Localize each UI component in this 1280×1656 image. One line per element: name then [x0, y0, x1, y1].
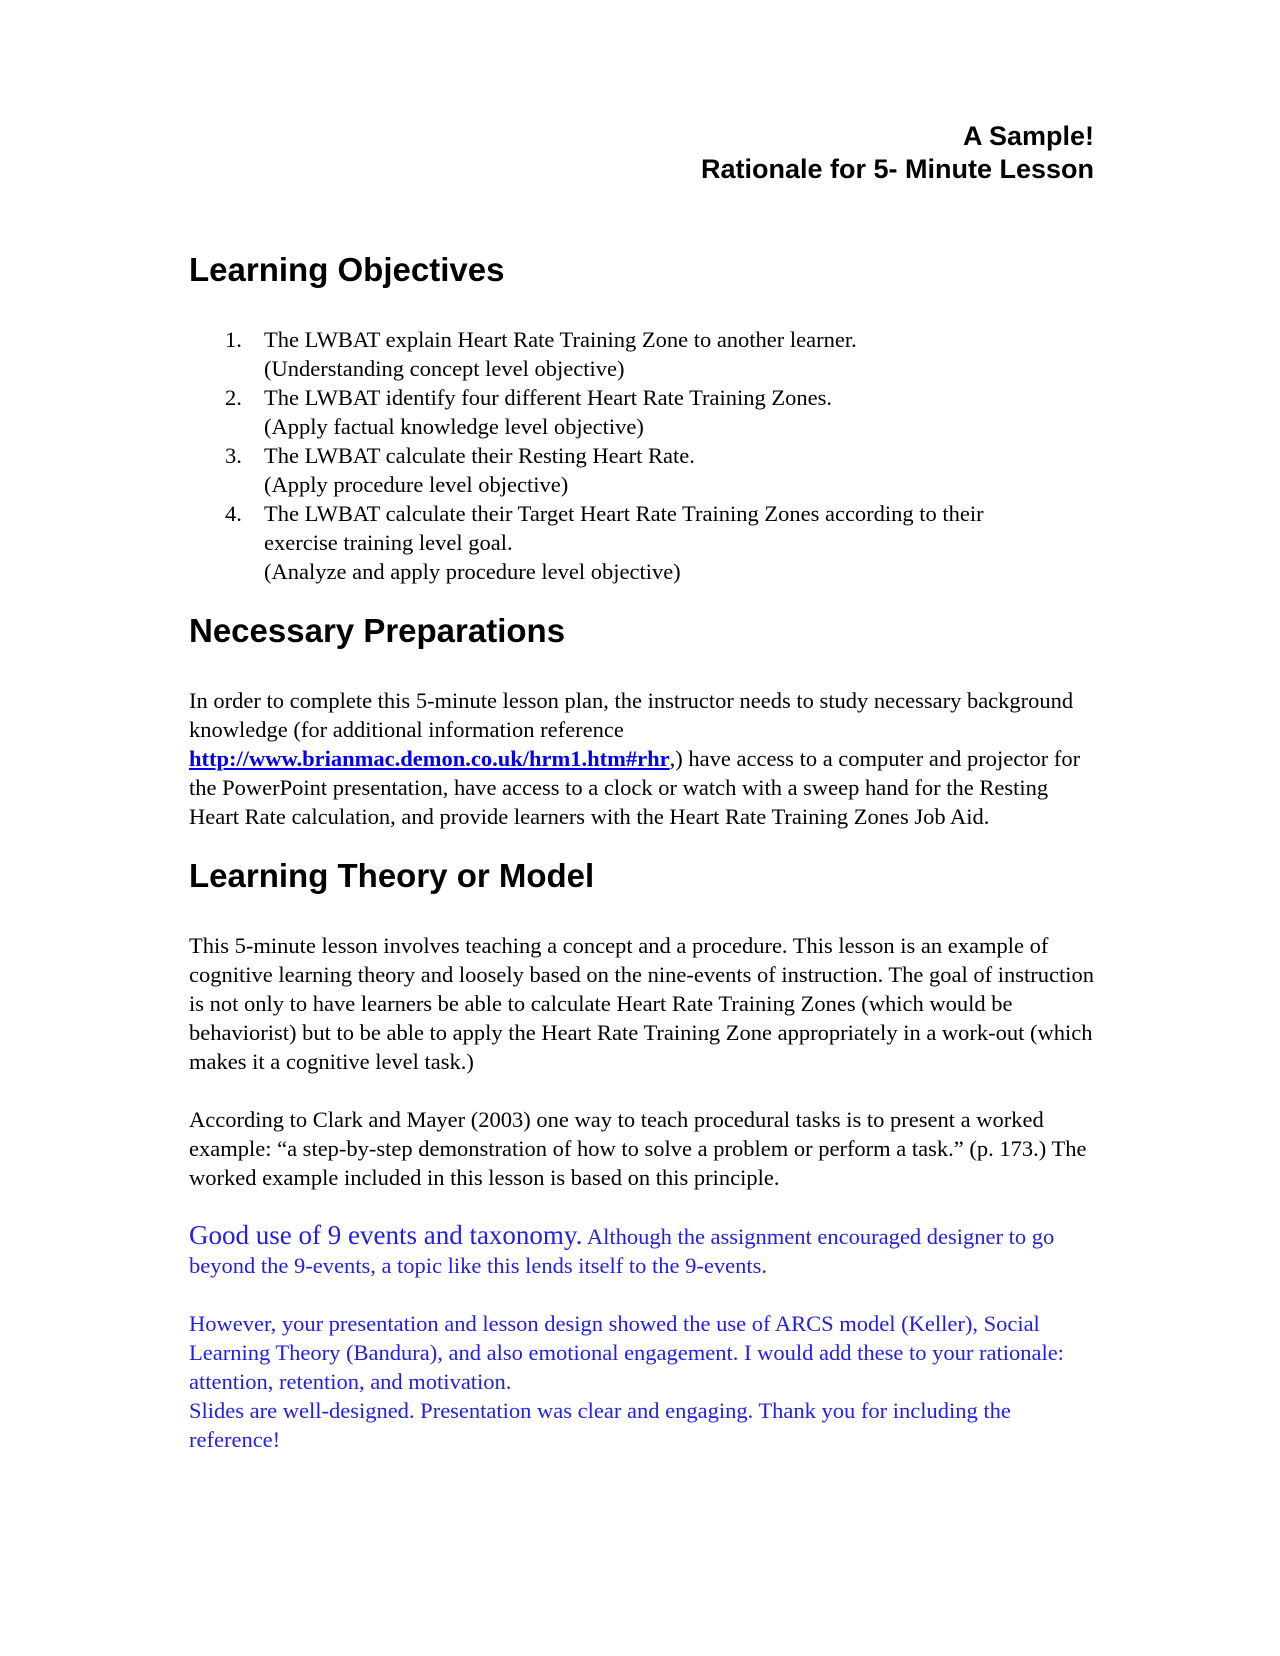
header-title: A Sample! [962, 121, 1094, 151]
list-number: 2. [225, 385, 242, 410]
list-number: 1. [225, 327, 242, 352]
objective-text-continued: exercise training level goal. [264, 530, 513, 555]
reference-link[interactable]: http://www.brianmac.demon.co.uk/hrm1.htm#rhr [189, 746, 670, 771]
list-item [189, 383, 1094, 441]
feedback-paragraph-2: However, your presentation and lesson design showed the use of ARCS model (Keller), Social Learning Theory (Bandura), and also emotional engagement. I would add these to your rationale: attention, retention, and motivation. [189, 1311, 1064, 1394]
heading-necessary-preparations: Necessary Preparations [189, 612, 566, 649]
objective-level: (Apply factual knowledge level objective) [264, 414, 644, 439]
document-body [189, 120, 1094, 1454]
feedback-paragraph-3: Slides are well-designed. Presentation was clear and engaging. Thank you for including the reference! [189, 1398, 1011, 1452]
feedback-text: Although the assignment encouraged designer to go beyond the 9-events, a topic like this lends itself to the 9-events. [189, 1224, 1055, 1278]
objective-text: The LWBAT calculate their Target Heart Rate Training Zones according to their [264, 501, 984, 526]
heading-learning-theory: Learning Theory or Model [189, 857, 595, 894]
objective-level: (Understanding concept level objective) [264, 356, 625, 381]
preparations-text: In order to complete this 5-minute lesson plan, the instructor needs to study necessary background knowledge (for additional information reference [189, 688, 1074, 742]
list-item [189, 499, 1094, 586]
objective-text: The LWBAT explain Heart Rate Training Zone to another learner. [264, 327, 857, 352]
theory-paragraph-1: This 5-minute lesson involves teaching a concept and a procedure. This lesson is an example of cognitive learning theory and loosely based on the nine-events of instruction. The goal of instruction is not only to have learners be able to calculate Heart Rate Training Zones (which would be behaviorist) but to be able to apply the Heart Rate Training Zone appropriately in a work-out (which makes it a cognitive level task.) [189, 933, 1094, 1074]
objectives-list [189, 325, 1094, 586]
objective-text: The LWBAT calculate their Resting Heart Rate. [264, 443, 695, 468]
heading-learning-objectives: Learning Objectives [189, 251, 505, 288]
list-item [189, 441, 1094, 499]
theory-paragraph-2: According to Clark and Mayer (2003) one way to teach procedural tasks is to present a worked example: “a step-by-step demonstration of how to solve a problem or perform a task.” (p. 173.) The worked example included in this lesson is based on this principle. [189, 1107, 1087, 1190]
preparations-paragraph [189, 686, 1094, 831]
list-item [189, 325, 1094, 383]
header-subtitle: Rationale for 5- Minute Lesson [700, 154, 1094, 184]
preparations-text-continued: ,) have access to a computer and projector for the PowerPoint presentation, have access to a clock or watch with a sweep hand for the Resting Heart Rate calculation, and provide learners with the Heart Rate Training Zones Job Aid. [189, 746, 1081, 829]
objective-level: (Analyze and apply procedure level objective) [264, 559, 681, 584]
document-header [189, 120, 1094, 186]
list-number: 3. [225, 443, 242, 468]
objective-text: The LWBAT identify four different Heart Rate Training Zones. [264, 385, 832, 410]
list-number: 4. [225, 501, 242, 526]
objective-level: (Apply procedure level objective) [264, 472, 569, 497]
feedback-paragraph-1 [189, 1221, 1094, 1280]
feedback-lead: Good use of 9 events and taxonomy. [189, 1220, 583, 1250]
